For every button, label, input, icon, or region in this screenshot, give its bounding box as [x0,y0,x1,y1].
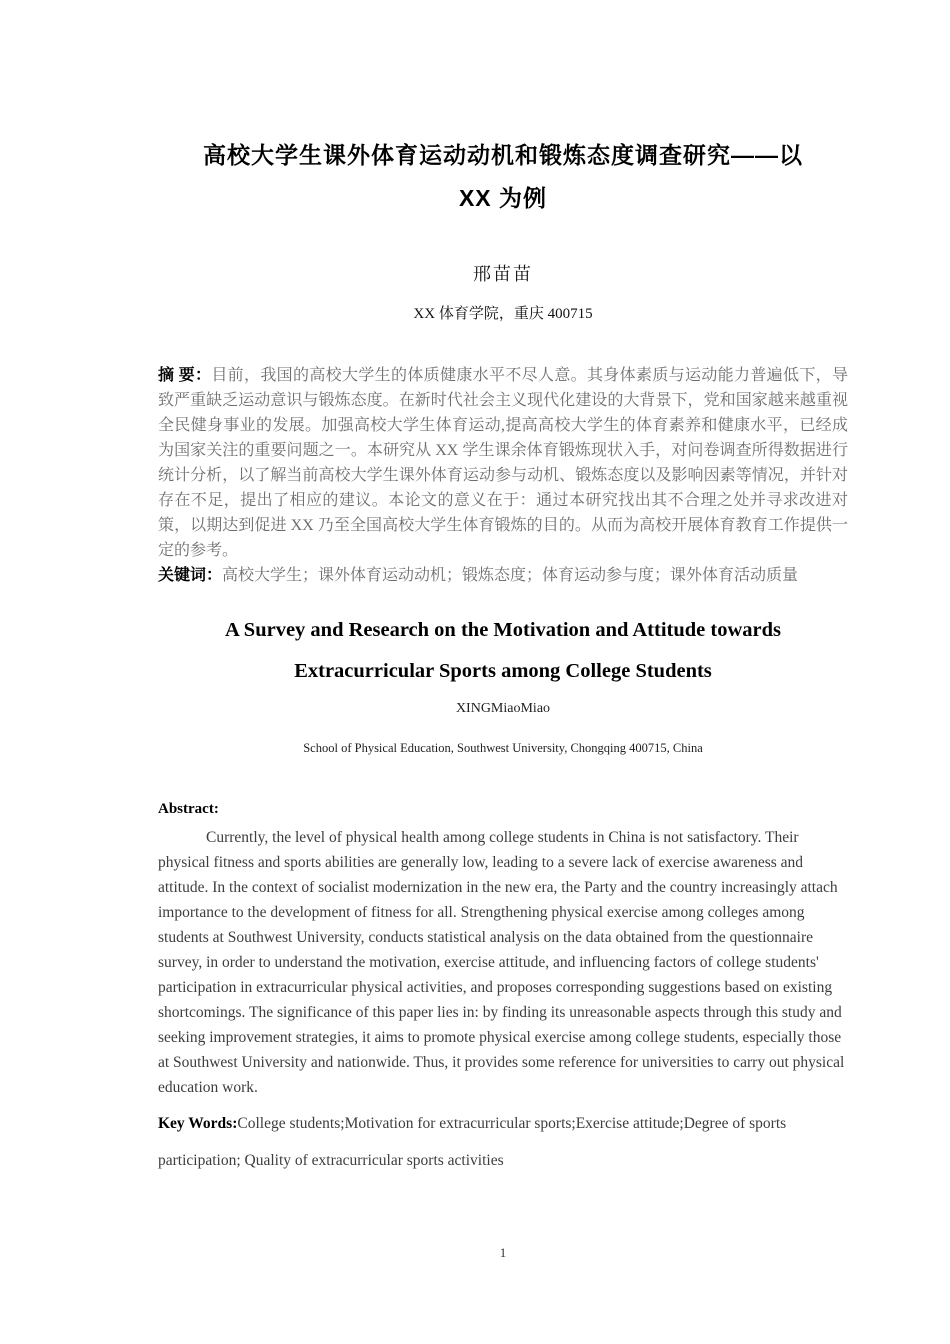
page-number: 1 [499,1245,507,1260]
chinese-title-line1: 高校大学生课外体育运动动机和锻炼态度调查研究——以 [203,142,803,168]
chinese-keywords-text: 高校大学生；课外体育运动动机；锻炼态度；体育运动参与度；课外体育活动质量 [222,567,799,584]
chinese-affiliation: XX 体育学院，重庆 400715 [413,306,593,322]
english-title [158,610,848,692]
chinese-abstract-paragraph [158,363,848,563]
english-affiliation: School of Physical Education, Southwest University, Chongqing 400715, China [303,741,703,755]
english-abstract-label: Abstract: [158,801,219,817]
page-content [158,0,848,1179]
chinese-title [158,134,848,220]
english-title-line1: A Survey and Research on the Motivation and Attitude towards [225,619,781,641]
chinese-keywords-label: 关键词： [158,567,223,584]
english-author: XINGMiaoMiao [455,701,551,716]
chinese-abstract-text: 目前，我国的高校大学生的体质健康水平不尽人意。其身体素质与运动能力普遍低下，导致严重缺乏运动意识与锻炼态度。在新时代社会主义现代化建设的大背景下，党和国家越来越重视全民健身事业的发展。加强高校大学生体育运动,提高高校大学生的体育素养和健康水平，已经成为国家关注的重要问题之一。本研究从 XX 学生课余体育锻炼现状入手，对问卷调查所得数据进行统计分析，以了解当前高校大学生课外体育运动参与动机、锻炼态度以及影响因素等情况，并针对存在不足，提出了相应的建议。本论文的意义在于：通过本研究找出其不合理之处并寻求改进对策，以期达到促进 XX 乃至全国高校大学生体育锻炼的目的。从而为高校开展体育教育工作提供一定的参考。 [158,367,848,559]
english-keywords-text: College students;Motivation for extracurricular sports;Exercise attitude;Degree of sports participation; Quality of extracurricular sports activities [158,1115,787,1169]
english-title-line2: Extracurricular Sports among College Students [294,660,712,682]
chinese-author: 邢苗苗 [473,264,533,284]
chinese-title-line2: XX 为例 [458,185,548,211]
english-keywords-paragraph [158,1105,848,1179]
english-keywords-label: Key Words: [158,1115,238,1132]
chinese-abstract-label: 摘 要： [158,367,212,384]
chinese-keywords-paragraph [158,563,848,588]
english-abstract-text: Currently, the level of physical health among college students in China is not satisfactory. Their physical fitness and sports abilities are generally low, leading to a severe lack of exercise awareness and attitude. In the context of socialist modernization in the new era, the Party and the country increasingly attach importance to the development of fitness for all. Strengthening physical exercise among colleges among students at Southwest University, conducts statistical analysis on the data obtained from the questionnaire survey, in order to understand the motivation, exercise attitude, and influencing factors of college students' participation in extracurricular physical activities, and proposes corresponding suggestions based on existing shortcomings. The significance of this paper lies in: by finding its unreasonable aspects through this study and seeking improvement strategies, it aims to promote physical exercise among college students, especially those at Southwest University and nationwide. Thus, it provides some reference for universities to carry out physical education work. [158,829,845,1096]
